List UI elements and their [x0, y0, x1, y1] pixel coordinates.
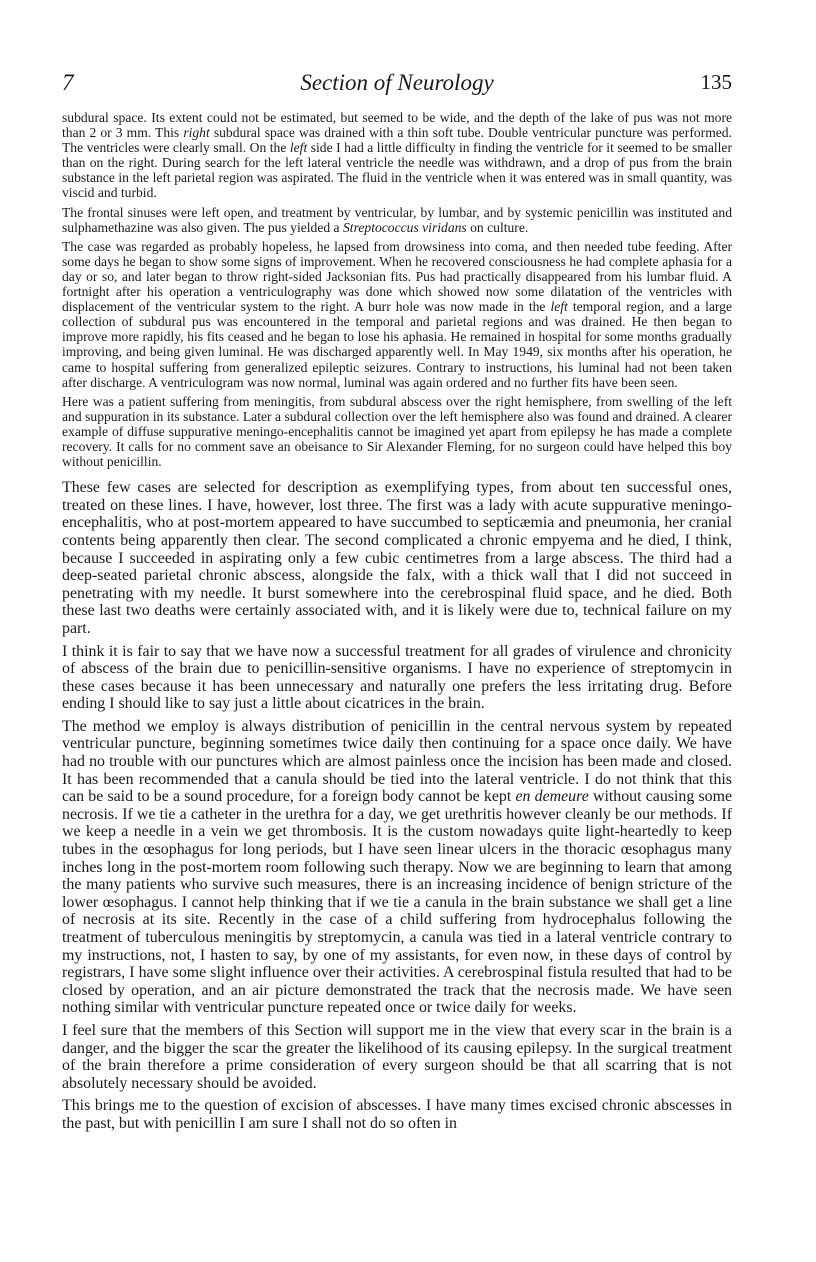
case-report-small-print [62, 110, 732, 469]
section-number: 7 [62, 70, 74, 95]
running-header [62, 70, 732, 110]
body-paragraph-2: I think it is fair to say that we have now a successful treatment for all grades of virulence and chronicity of abscess of the brain due to penicillin-sensitive organisms. I have no experience of streptomycin in these cases because it has been unnecessary and naturally one prefers the less irritating drug. Before ending I should like to say just a little about cicatrices in the brain. [62, 642, 732, 713]
running-title: Section of Neurology [300, 70, 494, 95]
page-number: 135 [700, 70, 732, 94]
body-text [62, 479, 732, 1132]
journal-page [62, 70, 732, 1138]
body-paragraph-3: The method we employ is always distribution of penicillin in the central nervous system by repeated ventricular puncture, beginning sometimes twice daily then continuing for a space once daily. We have had no trouble with our punctures which are almost painless once the incision has been made and closed. It has been recommended that a canula should be tied into the lateral ventricle. I do not think that this can be said to be a sound procedure, for a foreign body cannot be kept en demeure without causing some necrosis. If we tie a catheter in the urethra for a day, we get urethritis however cleanly be our methods. If we keep a needle in a vein we get thrombosis. It is the custom nowadays quite light-heartedly to keep tubes in the œsophagus for long periods, but I have seen linear ulcers in the thoracic œsophagus many inches long in the post-mortem room following such therapy. Now we are beginning to learn that among the many patients who survive such measures, there is an increasing incidence of benign stricture of the lower œsophagus. I cannot help thinking that if we tie a canula in the brain substance we shall get a line of necrosis at its site. Recently in the case of a child suffering from hydrocephalus following the treatment of tuberculous meningitis by streptomycin, a canula was tied in a lateral ventricle contrary to my instructions, not, I hasten to say, by one of my assistants, for even now, in these days of control by registrars, I have some slight influence over their activities. A cerebrospinal fistula resulted that had to be closed by operation, and an air picture demonstrated the track that the necrosis made. We have seen nothing similar with ventricular puncture repeated once or twice daily for weeks. [62, 717, 733, 1017]
small-paragraph-3: The case was regarded as probably hopeless, he lapsed from drowsiness into coma, and then needed tube feeding. After some days he began to show some signs of improvement. When he recovered consciousness he had complete aphasia for a day or so, and later began to throw right-sided Jacksonian fits. Pus had practically disappeared from his lumbar fluid. A fortnight after his operation a ventriculography was done which showed now some dilatation of the ventricles with displacement of the ventricular system to the right. A burr hole was now made in the left temporal region, and a large collection of subdural pus was encountered in the temporal and parietal regions and was drained. He then began to improve more rapidly, his fits ceased and he began to lose his aphasia. He remained in hospital for some months gradually improving, and being given luminal. He was discharged apparently well. In May 1949, six months after his operation, he came to hospital suffering from generalized epileptic seizures. Contrary to instructions, his luminal had not been taken after discharge. A ventriculogram was now normal, luminal was again ordered and no further fits have been seen. [62, 238, 732, 390]
body-paragraph-1: These few cases are selected for description as exemplifying types, from about ten successful ones, treated on these lines. I have, however, lost three. The first was a lady with acute suppurative meningo-encephalitis, who at post-mortem appeared to have succumbed to septicæmia and pneumonia, her cranial contents being apparently then clear. The second complicated a chronic empyema and he died, I think, because I succeeded in aspirating only a few cubic centimetres from a large abscess. The third had a deep-seated parietal chronic abscess, alongside the falx, with a thick wall that I did not succeed in penetrating with my needle. It burst somewhere into the cerebrospinal fluid space, and he died. Both these last two deaths were certainly associated with, and it is likely were due to, technical failure on my part. [62, 479, 732, 637]
body-paragraph-5: This brings me to the question of excision of abscesses. I have many times excised chronic abscesses in the past, but with penicillin I am sure I shall not do so often in [62, 1097, 732, 1132]
small-paragraph-2: The frontal sinuses were left open, and treatment by ventricular, by lumbar, and by systemic penicillin was instituted and sulphamethazine was also given. The pus yielded a Streptococcus viridans on culture. [62, 204, 732, 235]
small-paragraph-4: Here was a patient suffering from meningitis, from subdural abscess over the right hemisphere, from swelling of the left and suppuration in its substance. Later a subdural collection over the left hemisphere also was found and drained. A clearer example of diffuse suppurative meningo-encephalitis cannot be imagined yet apart from epilepsy he has made a complete recovery. It calls for no comment save an obeisance to Sir Alexander Fleming, for no surgeon could have helped this boy without penicillin. [62, 393, 732, 470]
body-paragraph-4: I feel sure that the members of this Section will support me in the view that every scar in the brain is a danger, and the bigger the scar the greater the likelihood of its causing epilepsy. In the surgical treatment of the brain therefore a prime consideration of every surgeon should be that all scarring that is not absolutely necessary should be avoided. [62, 1021, 732, 1092]
small-paragraph-1: subdural space. Its extent could not be estimated, but seemed to be wide, and the depth of the lake of pus was not more than 2 or 3 mm. This right subdural space was drained with a thin soft tube. Double ventricular puncture was performed. The ventricles were clearly small. On the left side I had a little difficulty in finding the ventricle for it seemed to be smaller than on the right. During search for the left lateral ventricle the needle was withdrawn, and a drop of pus from the brain substance in the left parietal region was aspirated. The fluid in the ventricle when it was entered was in small quantity, was viscid and turbid. [62, 110, 732, 201]
